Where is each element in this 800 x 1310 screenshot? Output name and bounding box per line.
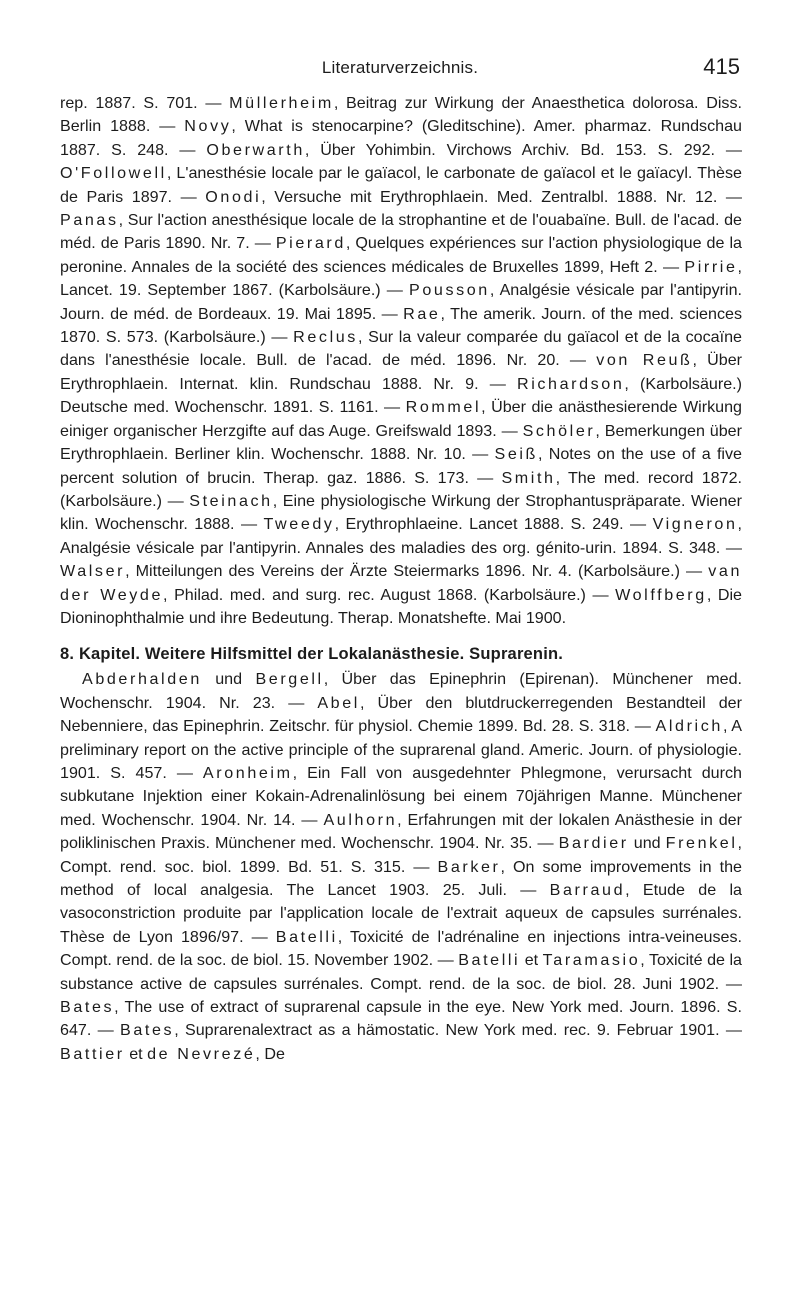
author-name: Smith xyxy=(501,468,556,487)
author-name: Pierard xyxy=(275,234,346,253)
citation-text: , Notes on the use of a five percent solution of brucin. Therap. gaz. 1886. S. 173. — xyxy=(60,445,742,487)
citation-text: , Toxicité de l'adrénaline en injections intra-veineuses. Compt. rend. de la soc. de biol. 15. November 1902. — xyxy=(60,927,742,970)
running-title: Literaturverzeichnis. xyxy=(321,58,479,77)
author-name: Barker xyxy=(437,857,501,876)
author-name: Batelli xyxy=(458,951,521,970)
citation-text: und xyxy=(628,834,666,853)
author-name: Panas xyxy=(60,211,119,230)
reference-entry xyxy=(120,1021,742,1039)
author-name: Abel xyxy=(317,693,360,712)
reference-entry xyxy=(205,188,742,206)
citation-text: , Analgésie vésicale par l'antipyrin. Journ. de méd. de Bordeaux. 19. Mai 1895. — xyxy=(60,281,742,323)
citation-text: , Lancet. 19. September 1867. (Karbolsäure.) — xyxy=(60,257,742,300)
author-name: Rommel xyxy=(405,398,482,417)
citation-text: , The use of extract of suprarenal capsule in the eye. New York med. Journ. 1896. S. 647. — xyxy=(60,998,742,1040)
author-name: Aronheim xyxy=(202,763,293,782)
citation-text: , Erfahrungen mit der lokalen Anästhesie in der poliklinischen Praxis. Münchener med. Wochenschr. 1904. Nr. 35. — xyxy=(60,810,742,853)
author-name: Seiß xyxy=(494,445,538,464)
citation-text: , Philad. med. and surg. rec. August 1868. (Karbolsäure.) — xyxy=(163,585,616,604)
citation-text: , Ein Fall von ausgedehnter Phlegmone, verursacht durch subkutane Injektion einer Kokain-Adrenalinlösung bei einem 70jährigen Manne. Münchener med. Wochenschr. 1904. Nr. 14. — xyxy=(60,763,742,829)
author-name: Bardier xyxy=(558,834,629,853)
author-name: Novy xyxy=(184,117,232,136)
citation-text: , The amerik. Journ. of the med. sciences 1870. S. 573. (Karbolsäure.) — xyxy=(60,304,743,347)
citation-text: , Über den blutdruckerregenden Bestandteil der Nebenniere, das Epinephrin. Zeitschr. für physiol. Chemie 1899. Bd. 28. S. 318. — xyxy=(60,693,742,736)
author-name: Reclus xyxy=(293,328,358,347)
author-name: Pousson xyxy=(409,281,490,300)
author-name: Frenkel xyxy=(665,834,738,853)
citation-text: , Suprarenalextract as a hämostatic. New York med. rec. 9. Februar 1901. — xyxy=(174,1021,742,1040)
author-name: Bates xyxy=(60,998,115,1017)
citation-text: rep. 1887. S. 701. — xyxy=(60,94,230,112)
citation-text: , Eine physiologische Wirkung der Strophantuspräparate. Wiener klin. Wochenschr. 1888. — xyxy=(60,491,742,534)
citation-text: , Über Erythrophlaein. Internat. klin. Rundschau 1888. Nr. 9. — xyxy=(60,351,743,393)
author-name: Aulhorn xyxy=(323,810,398,829)
author-name: Aldrich xyxy=(655,717,723,736)
citation-text: , (Karbolsäure.) Deutsche med. Wochenschr. 1891. S. 1161. — xyxy=(60,374,742,417)
citation-text: , The med. record 1872. (Karbolsäure.) — xyxy=(60,468,742,510)
author-name: Barraud xyxy=(549,881,626,899)
citation-text: , Sur l'action anesthésique locale de la strophantine et de l'ouabaïne. Bull. de l'acad. de méd. de Paris 1890. Nr. 7. — xyxy=(60,211,742,253)
citation-text: , Versuche mit Erythrophlaein. Med. Zentralbl. 1888. Nr. 12. — xyxy=(261,187,742,206)
author-name: van der Weyde xyxy=(60,562,742,604)
reference-list-suprarenal-previous xyxy=(60,92,742,630)
author-name: Vigneron xyxy=(652,515,738,534)
reference-entry xyxy=(60,562,708,580)
author-name: Müllerheim xyxy=(229,94,334,112)
citation-text: , A preliminary report on the active principle of the suprarenal gland. Americ. Journ. of physiologie. 1901. S. 457. — xyxy=(60,717,742,782)
running-head xyxy=(60,52,740,86)
author-name: de Nevrezé xyxy=(147,1044,256,1063)
reference-entry xyxy=(60,1045,285,1063)
chapter-heading: 8. Kapitel. Weitere Hilfsmittel der Lokalanästhesie. Suprarenin. xyxy=(60,645,564,664)
citation-text: , Die Dioninophthalmie und ihre Bedeutung. Therap. Monatshefte. Mai 1900. xyxy=(60,585,743,627)
author-name: Rae xyxy=(403,304,441,323)
author-name: O'Followell xyxy=(60,164,167,183)
citation-text: , De xyxy=(255,1044,285,1063)
citation-text: , Toxicité de la substance active de capsules surrénales. Compt. rend. de la soc. de biol. 28. Juni 1902. — xyxy=(60,951,742,993)
author-name: Pirrie xyxy=(684,257,738,276)
author-name: Bates xyxy=(120,1021,175,1040)
citation-text: , Beitrag zur Wirkung der Anaesthetica dolorosa. Diss. Berlin 1888. — xyxy=(60,94,742,136)
citation-text: , Erythrophlaeine. Lancet 1888. S. 249. — xyxy=(334,515,653,534)
citation-text: , Bemerkungen über Erythrophlaein. Berliner klin. Wochenschr. 1888. Nr. 10. — xyxy=(60,421,742,464)
reference-entry xyxy=(264,515,653,533)
author-name: Bergell xyxy=(255,670,324,689)
author-name: Schöler xyxy=(522,421,596,440)
author-name: Tweedy xyxy=(263,515,335,534)
citation-text: , Über die anästhesierende Wirkung einiger organischer Herzgifte auf das Auge. Greifswald 1893. — xyxy=(60,398,742,440)
citation-text: , Quelques expériences sur l'action physiologique de la peronine. Annales de la société des sciences médicales de Bruxelles 1899, Heft 2. — xyxy=(60,234,742,276)
author-name: Wolffberg xyxy=(615,585,707,604)
author-name: Richardson xyxy=(516,374,625,393)
citation-text: , Compt. rend. soc. biol. 1899. Bd. 51. S. 315. — xyxy=(60,834,743,876)
citation-text: , What is stenocarpine? (Gleditschine). Amer. pharmaz. Rundschau 1887. S. 248. — xyxy=(60,117,743,159)
author-name: Walser xyxy=(60,562,126,581)
citation-text: et xyxy=(520,951,543,970)
author-name: von Reuß xyxy=(596,351,693,370)
author-name: Abderhalden xyxy=(82,670,202,689)
reference-list-suprarenin xyxy=(60,668,742,1066)
citation-text: , Analgésie vésicale par l'antipyrin. Annales des maladies des org. génito-urin. 1894. S. 348. — xyxy=(60,515,742,557)
author-name: Oberwarth xyxy=(206,140,305,159)
body-text xyxy=(60,92,742,1066)
citation-text: , On some improvements in the method of local analgesia. The Lancet 1903. 25. Juli. — xyxy=(60,857,742,899)
citation-text: , Sur la valeur comparée du gaïacol et de la cocaïne dans l'anesthésie locale. Bull. de l'acad. de méd. 1896. Nr. 20. — xyxy=(60,328,742,370)
author-name: Batelli xyxy=(275,927,338,946)
author-name: Steinach xyxy=(189,491,273,510)
citation-text: , L'anesthésie locale par le gaïacol, le carbonate de gaïacol et le gaïacyl. Thèse de Paris 1897. — xyxy=(60,164,742,206)
citation-text: , Über das Epinephrin (Epirenan). Münchener med. Wochenschr. 1904. Nr. 23. — xyxy=(60,670,742,712)
author-name: Taramasio xyxy=(542,951,641,970)
page-number: 415 xyxy=(703,54,740,79)
citation-text: et xyxy=(124,1044,148,1063)
citation-text: und xyxy=(201,670,256,689)
author-name: Battier xyxy=(60,1044,125,1063)
reference-entry xyxy=(206,141,742,159)
citation-text: , Mitteilungen des Vereins der Ärzte Steiermarks 1896. Nr. 4. (Karbolsäure.) — xyxy=(125,562,709,581)
citation-text: , Über Yohimbin. Virchows Archiv. Bd. 153. S. 292. — xyxy=(304,140,742,159)
author-name: Onodi xyxy=(205,187,262,206)
citation-text: , Etude de la vasoconstriction produite par l'application locale de l'extrait aqueux de capsules surrénales. Thèse de Lyon 1896/97. — xyxy=(60,881,742,946)
